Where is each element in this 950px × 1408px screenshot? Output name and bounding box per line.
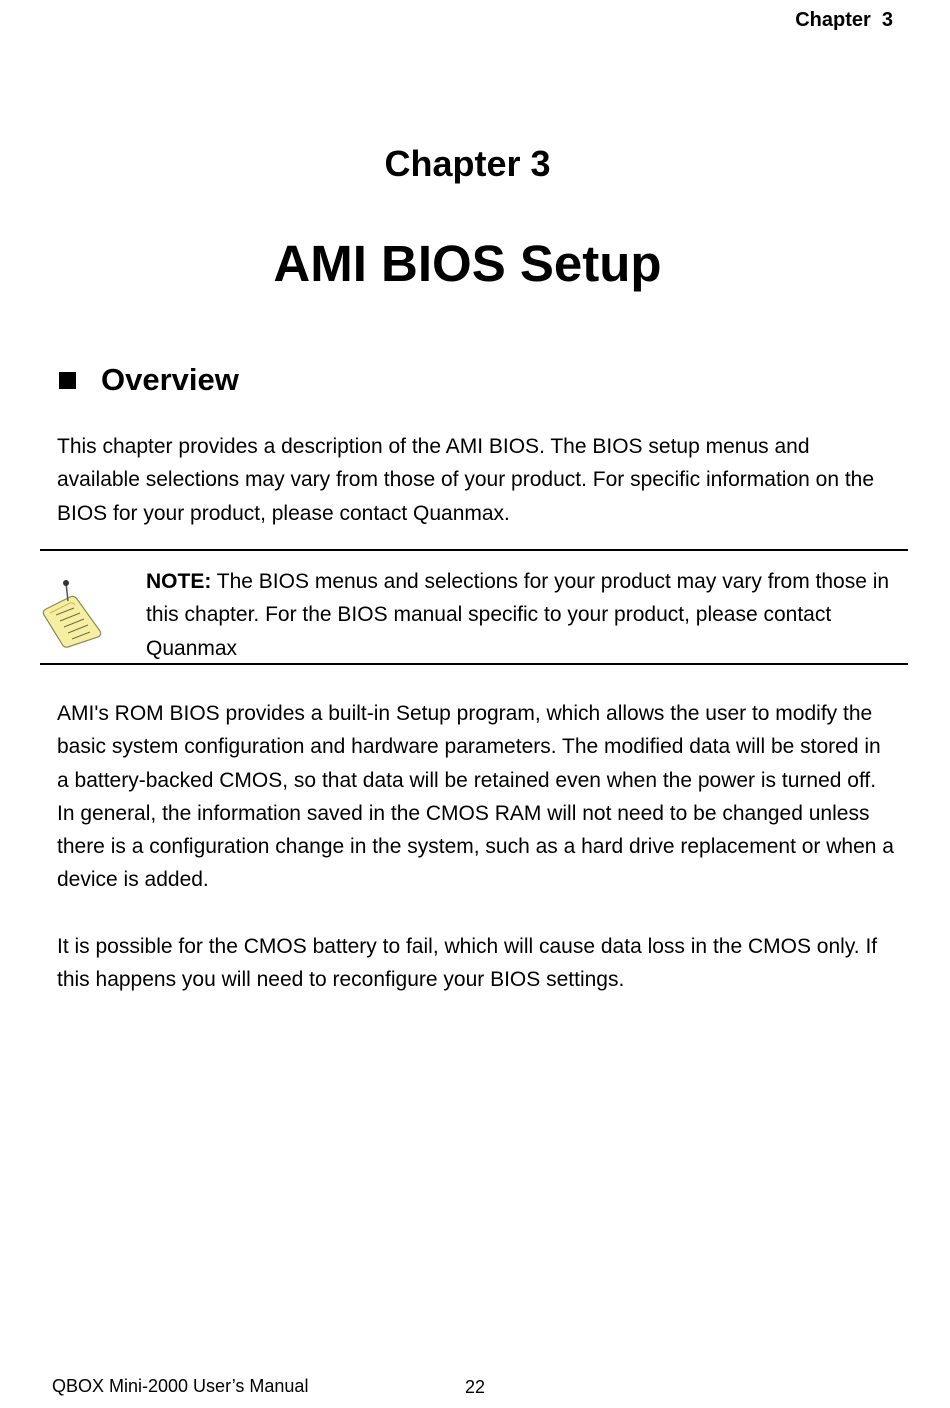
chapter-label: Chapter 3 [384, 143, 551, 184]
footer-page-number: 22 [465, 1377, 486, 1397]
note-paper-icon [40, 579, 106, 649]
note-text [146, 565, 898, 665]
overview-heading-text: Overview [101, 362, 239, 397]
square-bullet-icon [59, 372, 76, 389]
running-header: Chapter 3 [795, 9, 893, 31]
overview-heading [59, 362, 239, 398]
note-box [40, 549, 908, 665]
overview-paragraph: This chapter provides a description of the AMI BIOS. The BIOS setup menus and available selections may vary from those of your product. For specific information on the BIOS for your product, please contact Quanmax. [57, 435, 875, 525]
bios-description-paragraph: AMI's ROM BIOS provides a built-in Setup program, which allows the user to modify the basic system configuration and hardware parameters. The modified data will be stored in a battery-backed CMOS, so that data will be retained even when the power is turned off. In general, the information saved in the CMOS RAM will not need to be changed unless there is a configuration change in the system, such as a hard drive replacement or when a device is added. [57, 702, 894, 892]
cmos-battery-paragraph: It is possible for the CMOS battery to fail, which will cause data loss in the CMOS only. If this happens you will need to reconfigure your BIOS settings. [57, 935, 878, 992]
chapter-title: AMI BIOS Setup [273, 235, 662, 292]
footer-manual-title: QBOX Mini-2000 User’s Manual [52, 1376, 309, 1396]
note-label: NOTE: [146, 570, 212, 593]
note-body: The BIOS menus and selections for your product may vary from those in this chapter. For the BIOS manual specific to your product, please contact Quanmax [146, 570, 890, 660]
